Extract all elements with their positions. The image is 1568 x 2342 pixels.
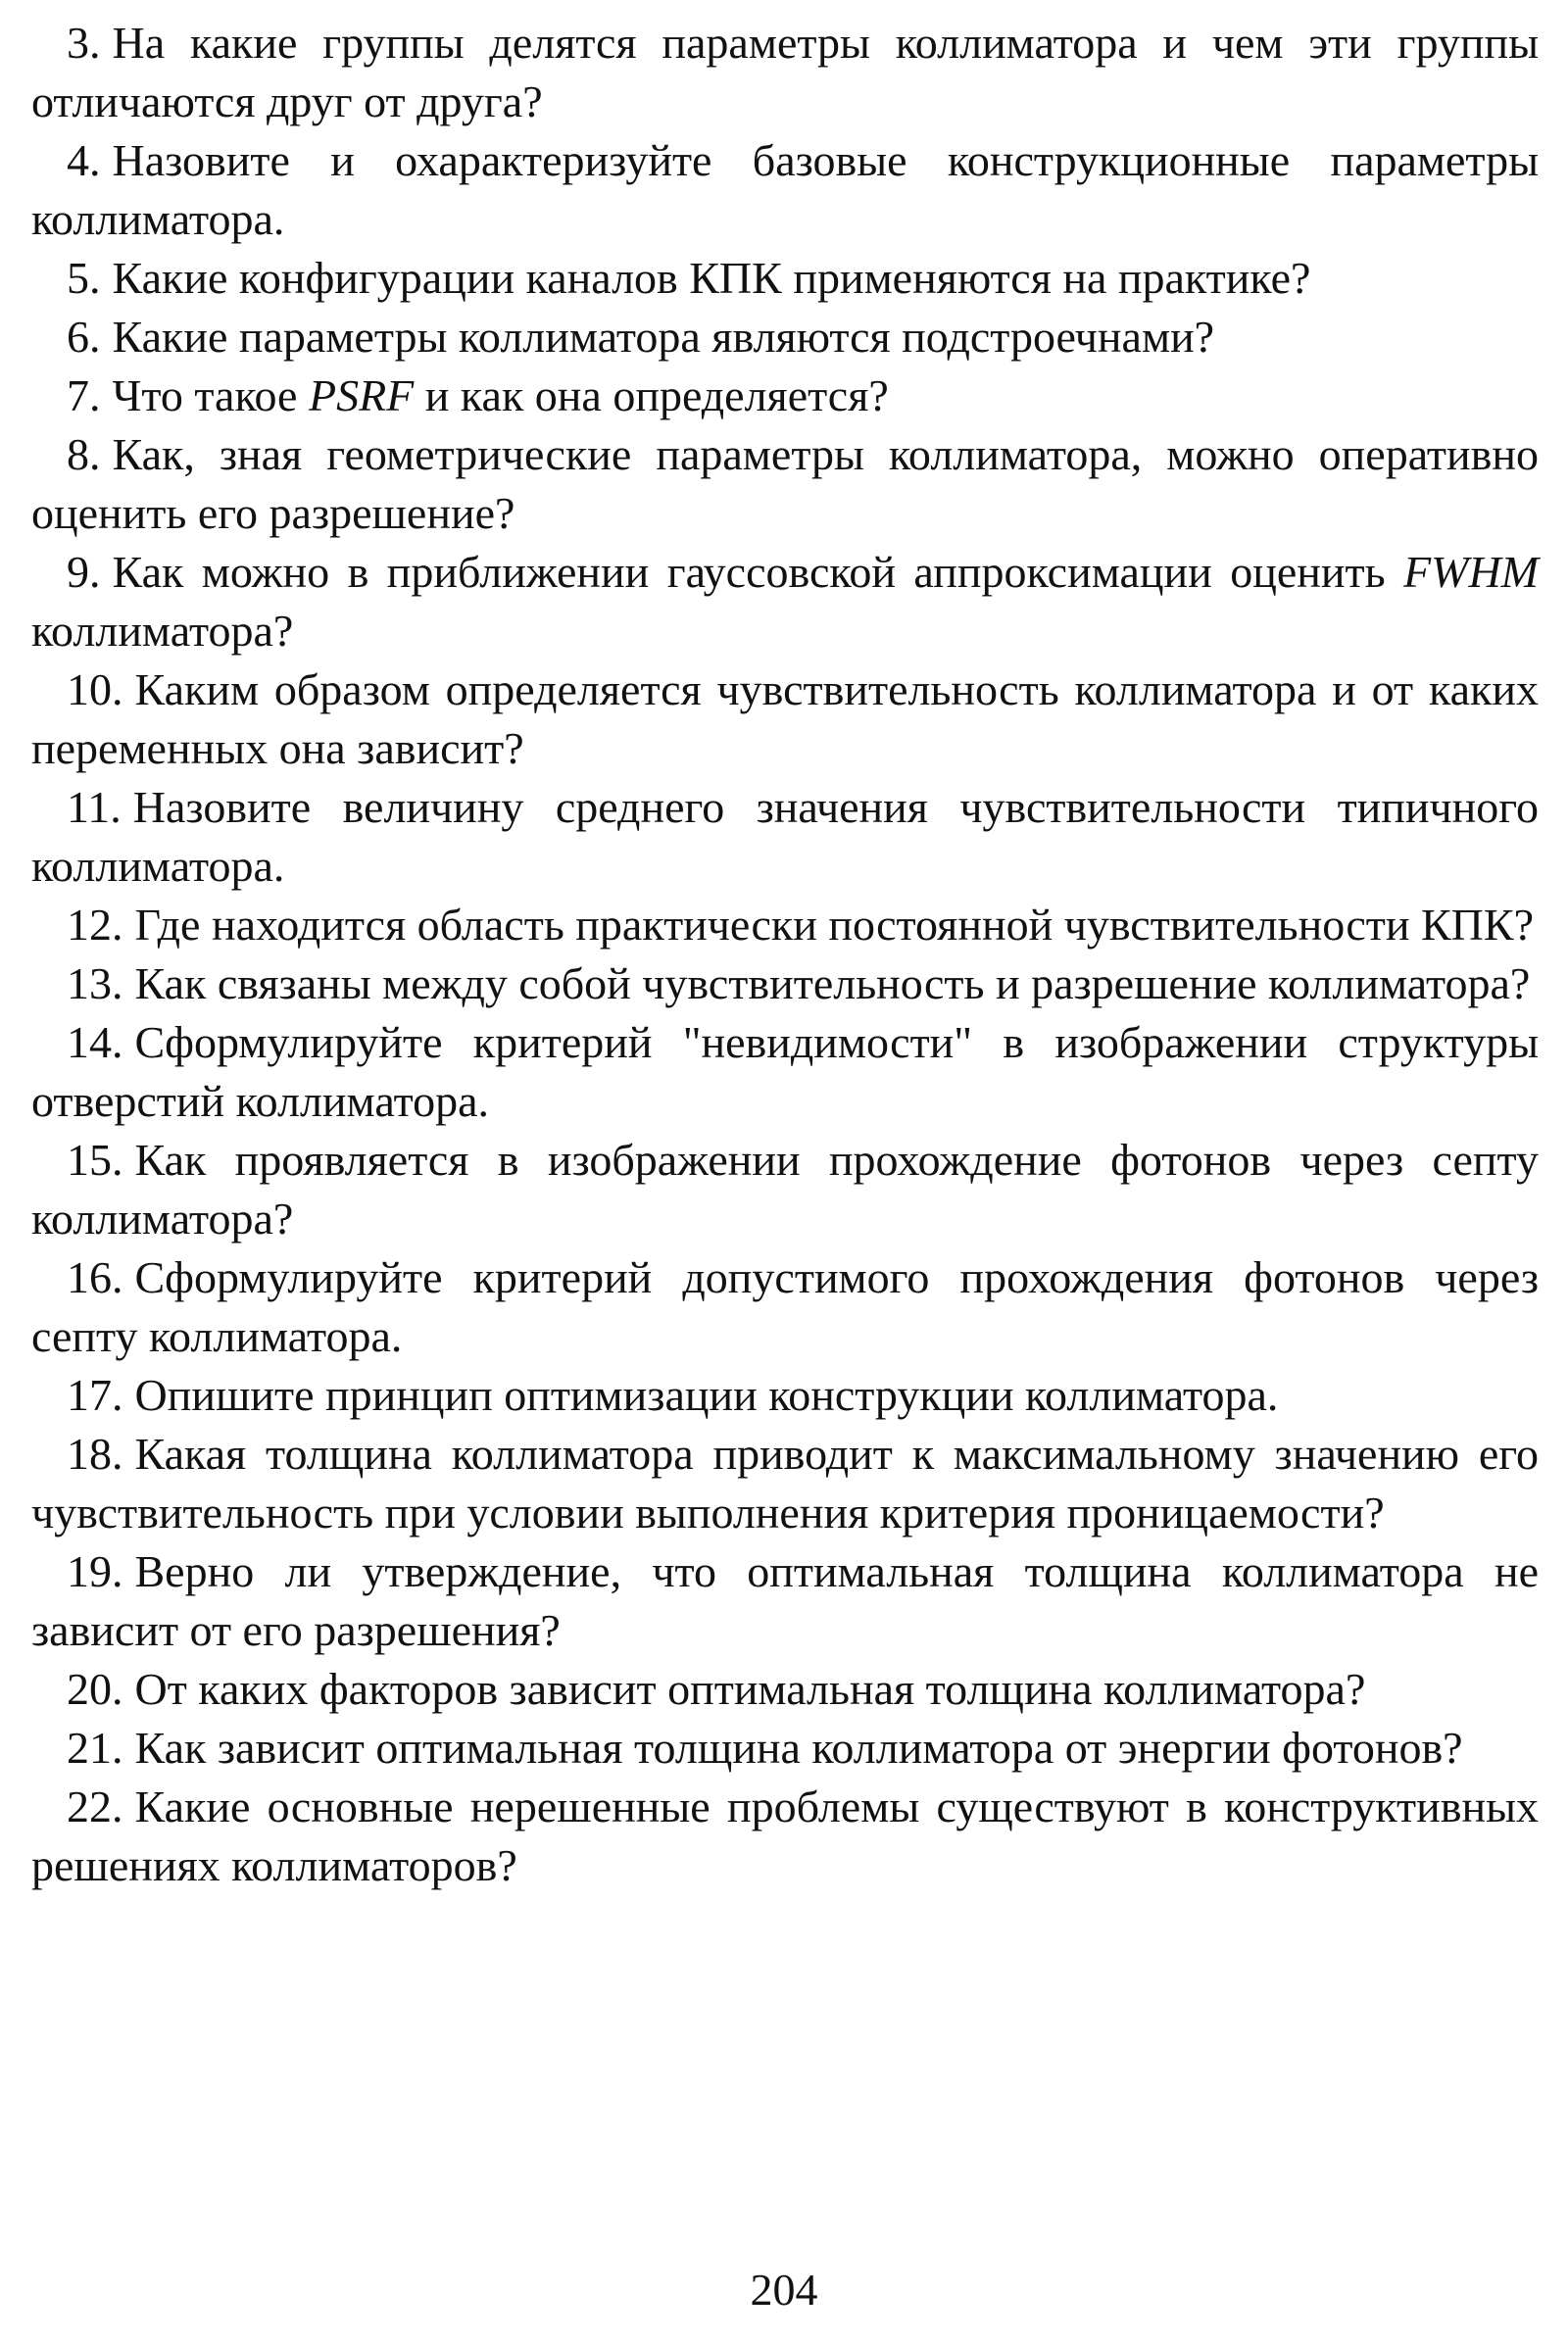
- question-number: 14.: [67, 1017, 123, 1067]
- question-19: [31, 1542, 1539, 1660]
- question-text: Что такое: [112, 370, 309, 420]
- question-text-tail: и как она определяется?: [414, 370, 889, 420]
- question-number: 11.: [67, 782, 122, 832]
- question-text: Какие конфигурации каналов КПК применяются на практике?: [112, 253, 1311, 303]
- question-14: [31, 1013, 1539, 1131]
- question-text: Какая толщина коллиматора приводит к максимальному значению его чувствительность при условии выполнения критерия проницаемости?: [31, 1429, 1539, 1537]
- question-18: [31, 1425, 1539, 1542]
- question-number: 19.: [67, 1546, 123, 1596]
- question-7: [31, 366, 1539, 425]
- question-text: На какие группы делятся параметры коллиматора и чем эти группы отличаются друг от друга?: [31, 18, 1539, 126]
- question-text: Назовите величину среднего значения чувствительности типичного коллиматора.: [31, 782, 1539, 891]
- question-17: [31, 1366, 1539, 1425]
- question-number: 21.: [67, 1723, 123, 1773]
- question-3: [31, 14, 1539, 131]
- question-number: 4.: [67, 135, 101, 185]
- question-text: Где находится область практически постоянной чувствительности КПК?: [134, 900, 1534, 950]
- question-6: [31, 308, 1539, 366]
- question-number: 9.: [67, 547, 101, 597]
- question-number: 6.: [67, 312, 101, 362]
- question-20: [31, 1660, 1539, 1719]
- question-5: [31, 249, 1539, 308]
- question-number: 10.: [67, 664, 123, 714]
- question-number: 15.: [67, 1135, 123, 1185]
- page-number: 204: [750, 2265, 818, 2315]
- question-number: 7.: [67, 370, 101, 420]
- question-16: [31, 1248, 1539, 1366]
- question-number: 12.: [67, 900, 123, 950]
- question-text: Как связаны между собой чувствительность и разрешение коллиматора?: [134, 958, 1531, 1008]
- question-text: Какие параметры коллиматора являются подстроечнами?: [112, 312, 1215, 362]
- question-number: 18.: [67, 1429, 123, 1479]
- question-13: [31, 954, 1539, 1013]
- question-number: 13.: [67, 958, 123, 1008]
- question-text: От каких факторов зависит оптимальная толщина коллиматора?: [134, 1664, 1366, 1714]
- question-number: 20.: [67, 1664, 123, 1714]
- question-15: [31, 1131, 1539, 1248]
- question-8: [31, 425, 1539, 543]
- question-number: 3.: [67, 18, 101, 68]
- question-22: [31, 1778, 1539, 1895]
- question-number: 22.: [67, 1781, 123, 1831]
- question-text: Как можно в приближении гауссовской аппроксимации оценить: [112, 547, 1404, 597]
- question-text: Как, зная геометрические параметры коллиматора, можно оперативно оценить его разрешение?: [31, 429, 1539, 538]
- question-text-tail: коллиматора?: [31, 606, 294, 656]
- question-text: Назовите и охарактеризуйте базовые конструкционные параметры коллиматора.: [31, 135, 1539, 244]
- question-21: [31, 1719, 1539, 1778]
- question-number: 16.: [67, 1252, 123, 1302]
- question-list: [31, 14, 1539, 1895]
- question-4: [31, 131, 1539, 249]
- question-term: PSRF: [308, 370, 415, 420]
- question-text: Верно ли утверждение, что оптимальная толщина коллиматора не зависит от его разрешения?: [31, 1546, 1539, 1655]
- question-text: Как проявляется в изображении прохождение фотонов через септу коллиматора?: [31, 1135, 1539, 1244]
- question-text: Каким образом определяется чувствительность коллиматора и от каких переменных она зависит?: [31, 664, 1539, 773]
- question-12: [31, 896, 1539, 954]
- question-number: 8.: [67, 429, 101, 479]
- question-11: [31, 778, 1539, 896]
- question-9: [31, 543, 1539, 660]
- question-number: 17.: [67, 1370, 123, 1420]
- question-10: [31, 660, 1539, 778]
- question-text: Сформулируйте критерий допустимого прохождения фотонов через септу коллиматора.: [31, 1252, 1539, 1361]
- question-text: Сформулируйте критерий "невидимости" в изображении структуры отверстий коллиматора.: [31, 1017, 1539, 1126]
- question-term: FWHM: [1403, 547, 1539, 597]
- question-text: Как зависит оптимальная толщина коллиматора от энергии фотонов?: [134, 1723, 1463, 1773]
- question-number: 5.: [67, 253, 101, 303]
- question-text: Какие основные нерешенные проблемы существуют в конструктивных решениях коллиматоров?: [31, 1781, 1539, 1890]
- question-text: Опишите принцип оптимизации конструкции коллиматора.: [134, 1370, 1279, 1420]
